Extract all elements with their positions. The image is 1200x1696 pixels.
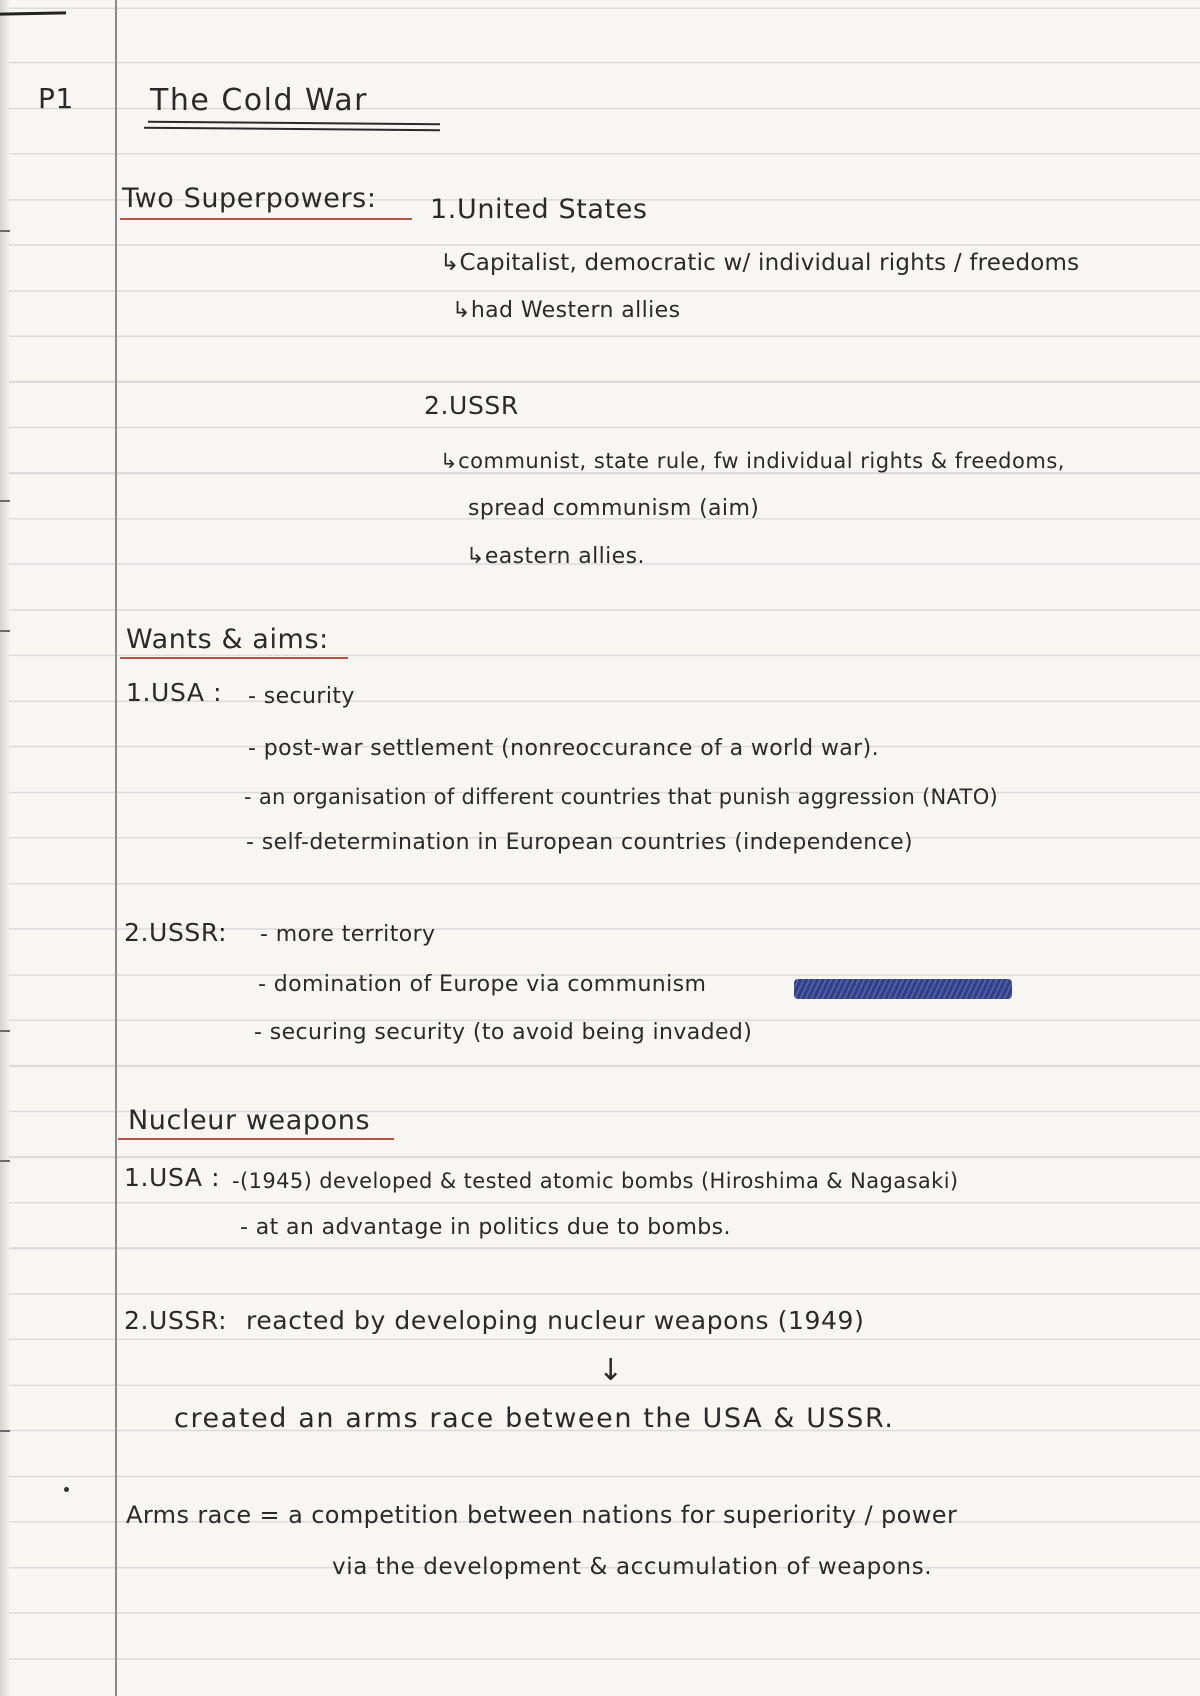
nuclear-usa-item: -(1945) developed & tested atomic bombs (Hiroshima & Nagasaki) [232, 1169, 959, 1193]
binding-tick [0, 1160, 10, 1162]
ussr-point-1-cont: spread communism (aim) [468, 496, 760, 521]
us-point-1: ↳Capitalist, democratic w/ individual rights / freedoms [440, 250, 1080, 276]
us-point-2: ↳had Western allies [452, 298, 681, 323]
wants-ussr-item: - domination of Europe via communism [258, 972, 707, 997]
heading-underline [120, 218, 412, 220]
wants-usa-item: - self-determination in European countries (independence) [246, 830, 914, 855]
bullet-dot [64, 1487, 69, 1492]
nuclear-usa-label: 1.USA : [124, 1163, 221, 1192]
heading-underline [118, 1138, 394, 1140]
definition-line-1: Arms race = a competition between nations for superiority / power [126, 1501, 958, 1529]
wants-ussr-item: - securing security (to avoid being invaded) [254, 1020, 753, 1045]
us-label: 1.United States [430, 194, 648, 225]
margin-line [115, 0, 117, 1696]
wants-heading: Wants & aims: [126, 624, 329, 655]
arms-race-result: created an arms race between the USA & USSR. [174, 1403, 895, 1434]
binding-tick [0, 1030, 10, 1032]
superpowers-heading: Two Superpowers: [122, 183, 377, 214]
definition-line-2: via the development & accumulation of weapons. [332, 1554, 933, 1580]
wants-usa-item: - post-war settlement (nonreoccurance of a world war). [248, 736, 879, 761]
down-arrow-icon: ↓ [598, 1353, 624, 1388]
ussr-point-1: ↳communist, state rule, fw individual rights & freedoms, [440, 449, 1065, 473]
page-number: P1 [38, 82, 74, 115]
title-underline [144, 127, 440, 132]
page-edge [0, 0, 9, 1696]
nuclear-usa-item: - at an advantage in politics due to bombs. [240, 1215, 731, 1240]
wants-ussr-item: - more territory [260, 922, 436, 947]
page-title: The Cold War [150, 83, 369, 118]
wants-ussr-label: 2.USSR: [124, 918, 228, 947]
binding-tick [0, 500, 10, 502]
ussr-label: 2.USSR [424, 391, 519, 420]
corner-mark [0, 11, 66, 15]
nuclear-heading: Nucleur weapons [128, 1105, 371, 1136]
binding-tick [0, 230, 10, 232]
binding-tick [0, 630, 10, 632]
scribble [794, 979, 1012, 999]
nuclear-ussr-text: reacted by developing nucleur weapons (1949) [246, 1306, 865, 1335]
wants-usa-item: - an organisation of different countries that punish aggression (NATO) [244, 785, 999, 809]
ussr-point-2: ↳eastern allies. [466, 544, 645, 569]
wants-usa-label: 1.USA : [126, 678, 223, 707]
binding-tick [0, 1430, 10, 1432]
nuclear-ussr-label: 2.USSR: [124, 1306, 228, 1335]
heading-underline [120, 657, 348, 659]
wants-usa-item: - security [248, 684, 355, 709]
title-underline [148, 121, 440, 126]
